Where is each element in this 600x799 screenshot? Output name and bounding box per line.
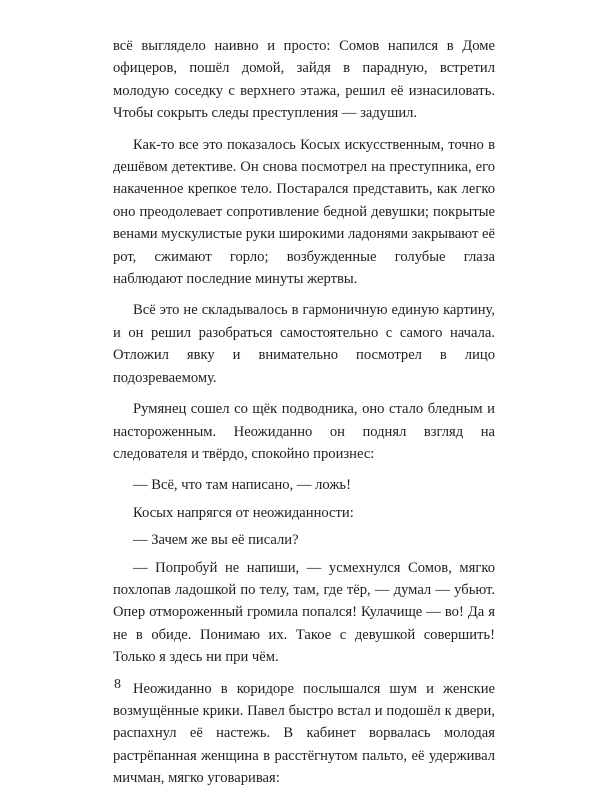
dialogue-line: — Всё, что там написано, — ложь! bbox=[133, 477, 351, 494]
dialogue-line: — Зачем же вы её писали? bbox=[133, 532, 299, 549]
page-text bbox=[113, 35, 495, 799]
page-number: 8 bbox=[114, 677, 121, 692]
paragraph: Неожиданно в коридоре послышался шум и женские возмущённые крики. Павел быстро встал и подошёл к двери, распахнул её настежь. В кабинет ворвалась молодая растрёпанная женщина в расстёгнутом пальто, её удерживал мичман, мягко уговаривая: bbox=[113, 680, 495, 787]
dialogue-line: — Попробуй не напиши, — усмехнулся Сомов, мягко похлопав ладошкой по телу, там, где тёр, — думал — убьют. Опер отмороженный громила попался! Кулачище — во! Да я не в обиде. Понимаю их. Такое с девушкой совершить! Только я здесь ни при чём. bbox=[113, 559, 495, 666]
paragraph: Как-то все это показалось Косых искусственным, точно в дешёвом детективе. Он снова посмотрел на преступника, его накаченное крепкое тело. Постарался представить, как легко оно преодолевает сопротивление бедной девушки; покрытые венами мускулистые руки широкими ладонями закрывают её рот, сжимают горло; возбужденные голубые глаза наблюдают последние минуты жертвы. bbox=[113, 136, 495, 288]
paragraph: всё выглядело наивно и просто: Сомов напился в Доме офицеров, пошёл домой, зайдя в парадную, встретил молодую соседку с верхнего этажа, решил её изнасиловать. Чтобы сокрыть следы преступления — задушил. bbox=[113, 38, 495, 122]
paragraph: Румянец сошел со щёк подводника, оно стало бледным и настороженным. Неожиданно он поднял взгляд на следователя и твёрдо, спокойно произнес: bbox=[113, 401, 495, 462]
paragraph: Косых напрягся от неожиданности: bbox=[133, 504, 354, 521]
paragraph: Всё это не складывалось в гармоничную единую картину, и он решил разобраться самостоятельно с самого начала. Отложил явку и внимательно посмотрел в лицо подозреваемому. bbox=[113, 302, 495, 386]
